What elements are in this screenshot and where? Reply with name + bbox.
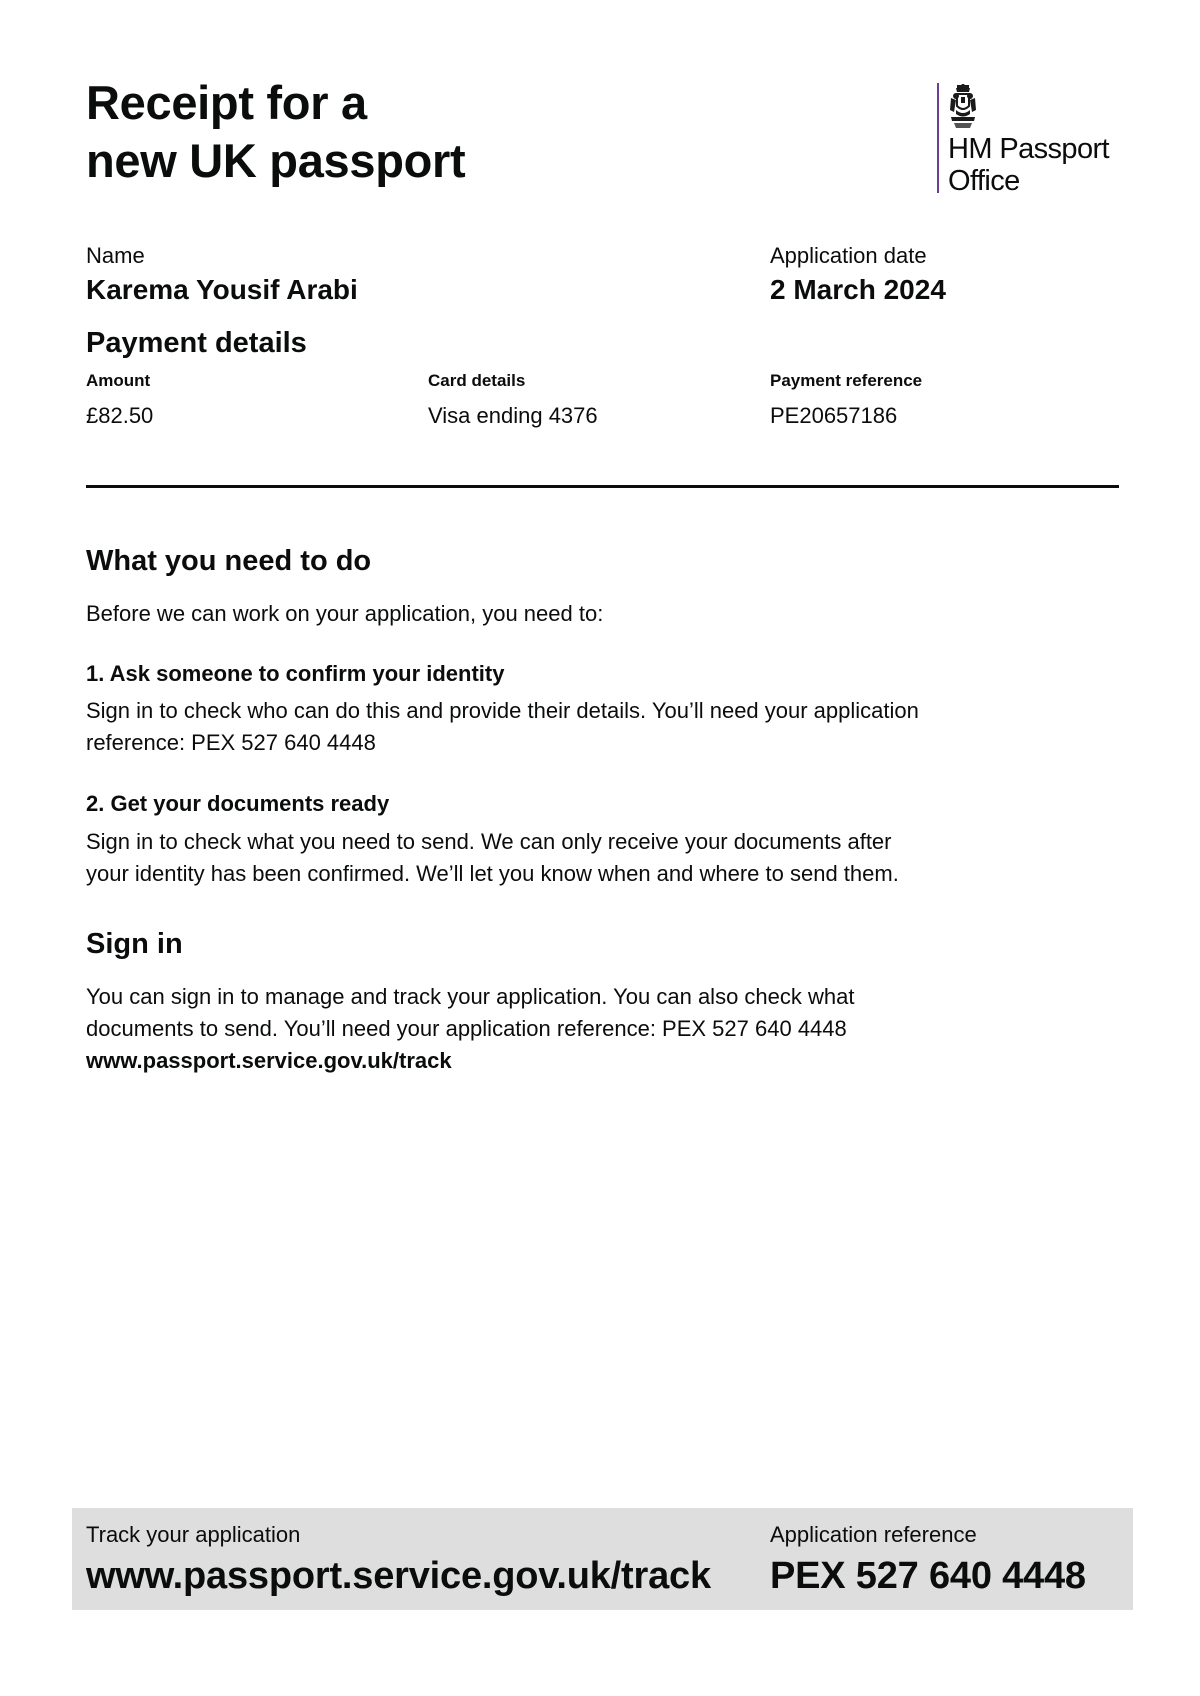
- page-title-line-2: new UK passport: [86, 134, 466, 187]
- application-date-value: 2 March 2024: [770, 274, 946, 305]
- name-label: Name: [86, 243, 145, 268]
- logo-text-line-1: HM Passport: [948, 133, 1109, 165]
- what-you-need-to-do-heading: What you need to do: [86, 545, 372, 577]
- application-reference-value: PEX 527 640 4448: [770, 1555, 1086, 1597]
- todo-intro: Before we can work on your application, you need to:: [86, 601, 604, 626]
- card-details-label: Card details: [428, 371, 526, 390]
- payment-reference-label: Payment reference: [770, 371, 923, 390]
- step-1-text-line-2: reference: PEX 527 640 4448: [86, 730, 376, 755]
- logo-text-line-2: Office: [948, 165, 1020, 197]
- payment-details-heading: Payment details: [86, 327, 307, 359]
- step-2-text: [86, 826, 1016, 890]
- step-1-text-line-1: Sign in to check who can do this and provide their details. You’ll need your application: [86, 698, 919, 723]
- payment-reference-value: PE20657186: [770, 403, 898, 428]
- page-title-line-1: Receipt for a: [86, 76, 367, 129]
- applicant-name: Karema Yousif Arabi: [86, 274, 358, 305]
- section-divider: [86, 485, 1119, 488]
- step-2-text-line-2: your identity has been confirmed. We’ll let you know when and where to send them.: [86, 861, 899, 886]
- application-date-label: Application date: [770, 243, 927, 268]
- sign-in-heading: Sign in: [86, 928, 183, 960]
- step-1-title: 1. Ask someone to confirm your identity: [86, 661, 505, 686]
- application-reference-label: Application reference: [770, 1522, 977, 1547]
- page-title: [86, 74, 465, 190]
- royal-crest-icon: [948, 84, 978, 132]
- amount-label: Amount: [86, 371, 151, 390]
- amount-value: £82.50: [86, 403, 154, 428]
- sign-in-text-line-2: documents to send. You’ll need your application reference: PEX 527 640 4448: [86, 1016, 847, 1041]
- step-2-text-line-1: Sign in to check what you need to send. We can only receive your documents after: [86, 829, 892, 854]
- sign-in-text-line-1: You can sign in to manage and track your application. You can also check what: [86, 984, 855, 1009]
- logo-divider: [937, 83, 939, 193]
- sign-in-text: [86, 981, 1016, 1077]
- step-1-text: [86, 695, 1016, 759]
- card-details-value: Visa ending 4376: [428, 403, 598, 428]
- hm-passport-office-logo: [948, 133, 1109, 197]
- track-link[interactable]: www.passport.service.gov.uk/track: [86, 1048, 452, 1073]
- track-application-url[interactable]: www.passport.service.gov.uk/track: [86, 1555, 711, 1597]
- track-application-label: Track your application: [86, 1522, 301, 1547]
- step-2-title: 2. Get your documents ready: [86, 791, 390, 816]
